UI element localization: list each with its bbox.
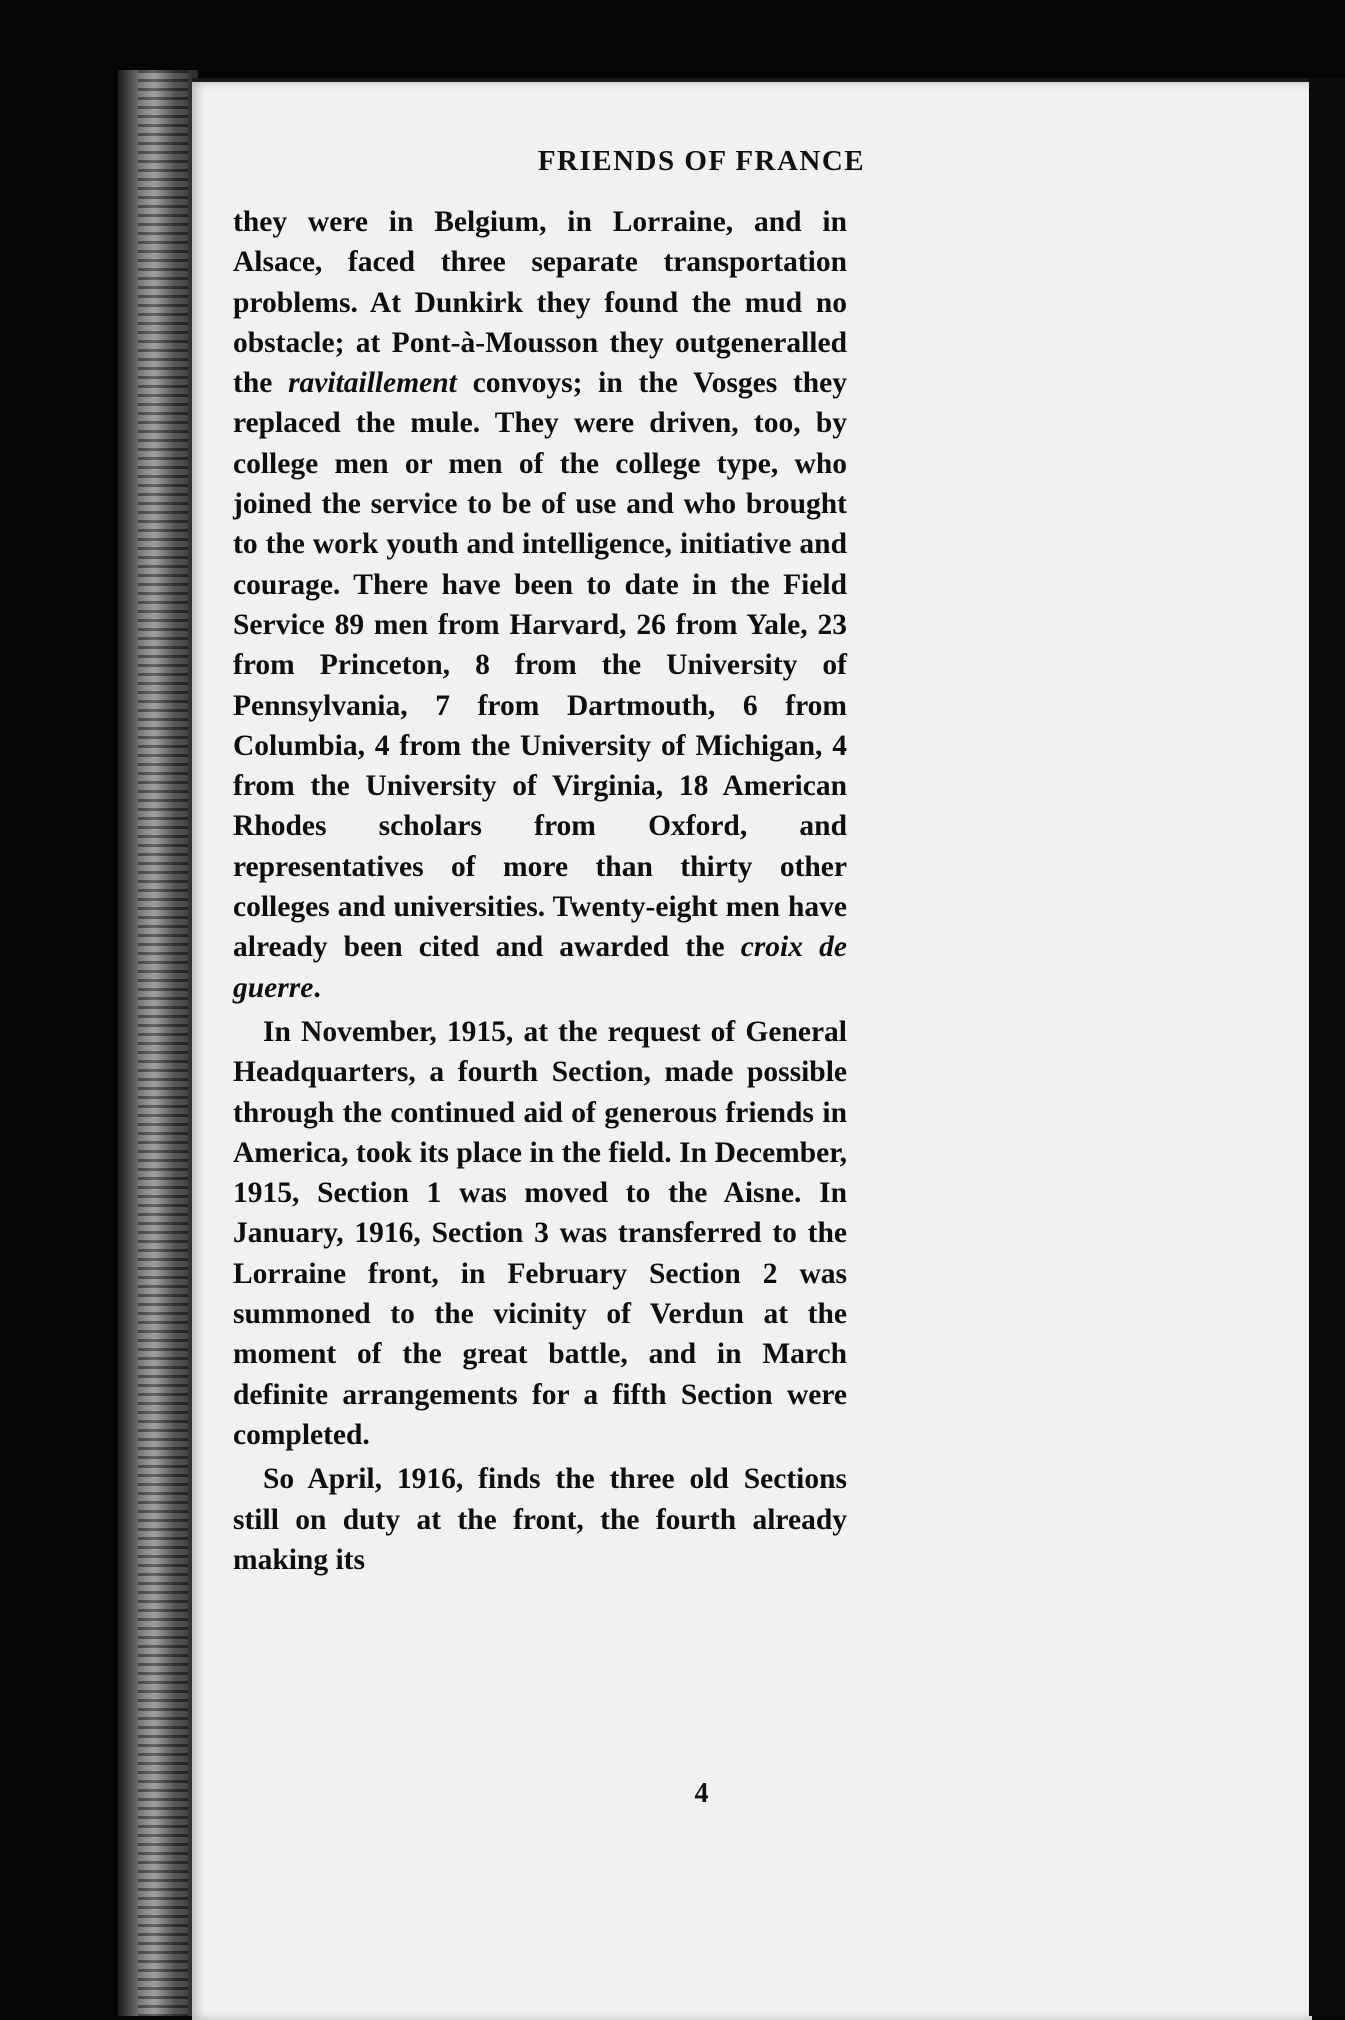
paragraph <box>233 202 847 1008</box>
italic-phrase: ravitaillement <box>288 367 457 400</box>
text-run: So April, 1916, finds the three old Sections still on duty at the front, the fourth already making its <box>233 1463 847 1576</box>
body-text <box>233 202 847 1580</box>
page-right-edge <box>1309 78 1345 2016</box>
running-head: FRIENDS OF FRANCE <box>537 145 866 177</box>
paragraph <box>233 1012 847 1455</box>
text-run: they were in Belgium, in Lorraine, and in Alsace, faced three separate transportation problems. At Dunkirk they found the mud no obstacle; at Pont-à-Mousson they outgeneralled the <box>233 206 847 400</box>
book-spine-gutter <box>118 70 198 2016</box>
paragraph <box>233 1459 847 1580</box>
page-number: 4 <box>694 1778 709 1809</box>
text-run: . <box>313 971 321 1004</box>
text-run: convoys; in the Vosges they replaced the mule. They were driven, too, by college men or men of the college type, who joined the service to be of use and who brought to the work youth and intelligence, initiative and courage. There have been to date in the Field Service 89 men from Harvard, 26 from Yale, 23 from Princeton, 8 from the University of Pennsylvania, 7 from Dartmouth, 6 from Columbia, 4 from the University of Michigan, 4 from the University of Virginia, 18 American Rhodes scholars from Oxford, and representatives of more than thirty other colleges and universities. Twenty-eight men have already been cited and awarded the <box>233 367 848 964</box>
text-run: In November, 1915, at the request of General Headquarters, a fourth Section, made possible through the continued aid of generous friends in America, took its place in the field. In December, 1915, Section 1 was moved to the Aisne. In January, 1916, Section 3 was transferred to the Lorraine front, in February Section 2 was summoned to the vicinity of Verdun at the moment of the great battle, and in March definite arrangements for a fifth Section were completed. <box>233 1015 847 1451</box>
italic-phrase: croix de guerre <box>233 931 847 1004</box>
